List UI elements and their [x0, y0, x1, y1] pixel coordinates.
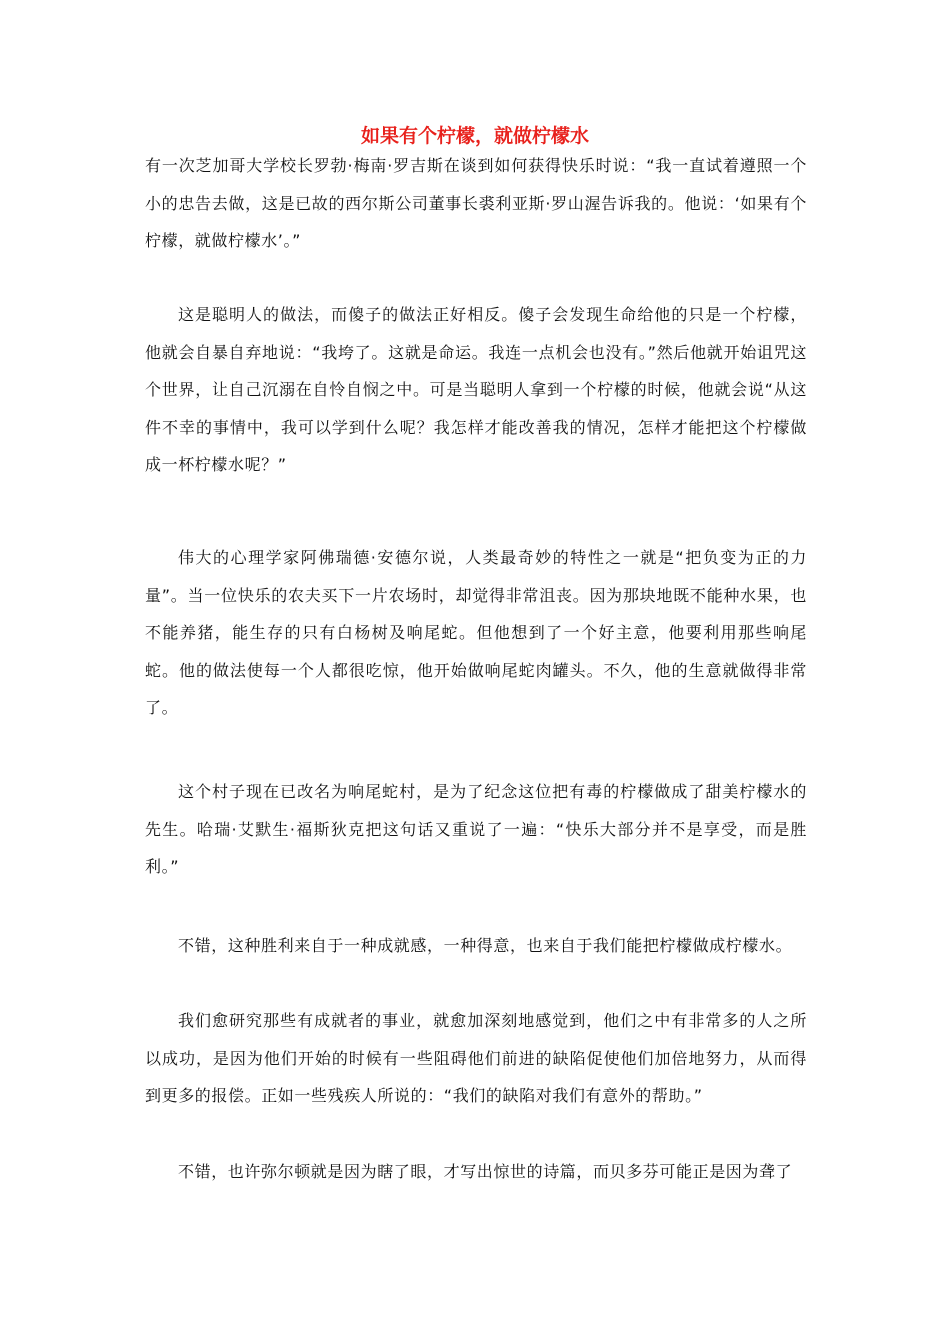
paragraph-3: 伟大的心理学家阿佛瑞德·安德尔说，人类最奇妙的特性之一就是“把负变为正的力量”。当一位快乐的农夫买下一片农场时，却觉得非常沮丧。因为那块地既不能种水果，也不能养猪，能生存的只有白杨树及响尾蛇。但他想到了一个好主意，他要利用那些响尾蛇。他的做法使每一个人都很吃惊，他开始做响尾蛇肉罐头。不久，他的生意就做得非常了。 [145, 548, 807, 717]
document-title: 如果有个柠檬，就做柠檬水 [360, 125, 589, 147]
paragraph-4: 这个村子现在已改名为响尾蛇村，是为了纪念这位把有毒的柠檬做成了甜美柠檬水的先生。哈瑞·艾默生·福斯狄克把这句话又重说了一遍：“快乐大部分并不是享受，而是胜利。” [145, 782, 807, 876]
paragraph-5: 不错，这种胜利来自于一种成就感，一种得意，也来自于我们能把柠檬做成柠檬水。 [178, 936, 793, 955]
paragraph-7: 不错，也许弥尔顿就是因为瞎了眼，才写出惊世的诗篇，而贝多芬可能正是因为聋了 [178, 1162, 793, 1181]
paragraph-1: 有一次芝加哥大学校长罗勃·梅南·罗吉斯在谈到如何获得快乐时说：“我一直试着遵照一个小的忠告去做，这是已故的西尔斯公司董事长裘利亚斯·罗山渥告诉我的。他说：‘如果有个柠檬，就做柠檬水’。” [145, 156, 807, 250]
paragraph-2: 这是聪明人的做法，而傻子的做法正好相反。傻子会发现生命给他的只是一个柠檬，他就会自暴自弃地说：“我垮了。这就是命运。我连一点机会也没有。”然后他就开始诅咒这个世界，让自己沉溺在自怜自悯之中。可是当聪明人拿到一个柠檬的时候，他就会说“从这件不幸的事情中，我可以学到什么呢？我怎样才能改善我的情况，怎样才能把这个柠檬做成一杯柠檬水呢？” [145, 305, 807, 474]
paragraph-6: 我们愈研究那些有成就者的事业，就愈加深刻地感觉到，他们之中有非常多的人之所以成功，是因为他们开始的时候有一些阻碍他们前进的缺陷促使他们加倍地努力，从而得到更多的报偿。正如一些残疾人所说的：“我们的缺陷对我们有意外的帮助。” [145, 1011, 807, 1105]
